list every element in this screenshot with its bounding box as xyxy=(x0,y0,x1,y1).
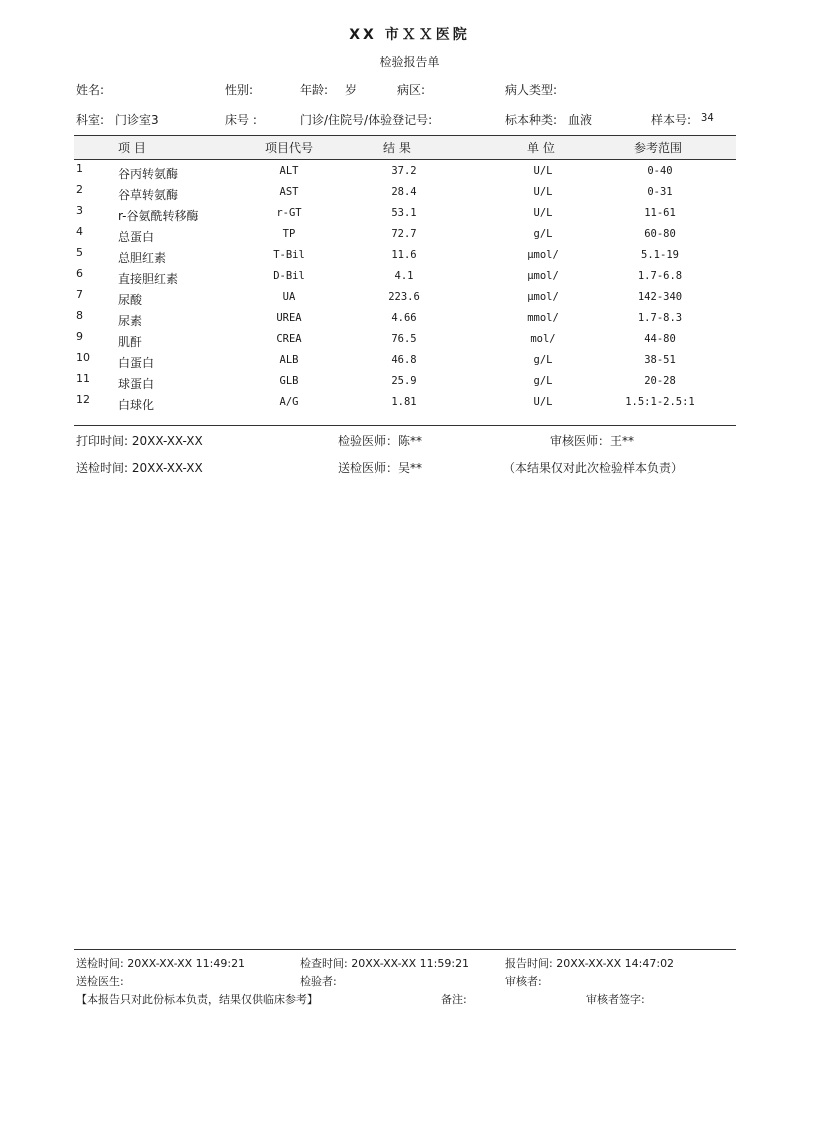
item-name: 直接胆红素 xyxy=(118,272,179,286)
item-result: 72.7 xyxy=(391,228,417,240)
specimen-value: 血液 xyxy=(568,113,593,127)
item-code: AST xyxy=(279,186,299,198)
item-code: UA xyxy=(282,291,296,303)
footer-remarks: 备注: xyxy=(441,993,467,1006)
send-doctor: 送检医师：吴** xyxy=(338,461,423,475)
sample-no-label: 样本号: xyxy=(651,113,692,127)
row-number: 10 xyxy=(76,351,90,364)
item-unit: mol/ xyxy=(530,333,556,345)
row-number: 6 xyxy=(76,267,83,280)
item-reference-range: 1.7-8.3 xyxy=(637,312,683,324)
table-row xyxy=(74,246,736,267)
registration-label: 门诊/住院号/体验登记号: xyxy=(300,113,433,127)
item-name: r-谷氨酰转移酶 xyxy=(118,209,199,223)
row-number: 7 xyxy=(76,288,83,301)
item-reference-range: 1.7-6.8 xyxy=(637,270,683,282)
footer-rule xyxy=(74,949,736,950)
test-doctor: 检验医师：陈** xyxy=(338,434,423,448)
footer-reviewer: 审核者: xyxy=(505,975,542,988)
ward-label: 病区: xyxy=(397,83,426,97)
item-result: 1.81 xyxy=(391,396,417,408)
row-number: 11 xyxy=(76,372,90,385)
footer-send-time: 送检时间: 20XX-XX-XX 11:49:21 xyxy=(76,957,246,970)
item-reference-range: 60-80 xyxy=(644,228,676,240)
table-row xyxy=(74,393,736,414)
row-number: 4 xyxy=(76,225,83,238)
report-title: 检验报告单 xyxy=(379,55,440,69)
item-reference-range: 1.5:1-2.5:1 xyxy=(625,396,695,408)
footer-check-time: 检查时间: 20XX-XX-XX 11:59:21 xyxy=(300,957,470,970)
item-name: 白球化 xyxy=(118,398,155,412)
item-code: ALB xyxy=(279,354,299,366)
result-disclaimer: （本结果仅对此次检验样本负责） xyxy=(503,461,684,475)
item-result: 76.5 xyxy=(391,333,417,345)
header-result: 结 果 xyxy=(383,141,411,155)
item-reference-range: 5.1-19 xyxy=(641,249,679,261)
table-row xyxy=(74,351,736,372)
sample-no-value: 34 xyxy=(701,112,714,124)
footer-reviewer-sign: 审核者签字: xyxy=(586,993,645,1006)
bed-label: 床号 : xyxy=(225,113,257,127)
item-result: 4.66 xyxy=(391,312,417,324)
footer-note: 【本报告只对此份标本负责，结果仅供临床参考】 xyxy=(76,993,318,1006)
review-doctor: 审核医师：王** xyxy=(550,434,635,448)
table-row xyxy=(74,309,736,330)
item-name: 球蛋白 xyxy=(118,377,155,391)
item-code: CREA xyxy=(276,333,302,345)
item-result: 25.9 xyxy=(391,375,417,387)
age-unit: 岁 xyxy=(345,83,358,97)
item-reference-range: 11-61 xyxy=(644,207,676,219)
item-unit: μmol/ xyxy=(527,291,559,303)
table-header-rule xyxy=(74,159,736,160)
item-unit: mmol/ xyxy=(527,312,559,324)
item-name: 尿素 xyxy=(118,314,143,328)
footer-send-doctor: 送检医生: xyxy=(76,975,124,988)
item-name: 谷草转氨酶 xyxy=(118,188,179,202)
row-number: 3 xyxy=(76,204,83,217)
item-unit: U/L xyxy=(533,207,553,219)
header-unit: 单 位 xyxy=(527,141,555,155)
item-code: r-GT xyxy=(276,207,302,219)
item-reference-range: 0-40 xyxy=(647,165,673,177)
item-result: 53.1 xyxy=(391,207,417,219)
footer-report-time: 报告时间: 20XX-XX-XX 14:47:02 xyxy=(505,957,675,970)
table-row xyxy=(74,288,736,309)
sex-label: 性别: xyxy=(225,83,254,97)
item-name: 白蛋白 xyxy=(118,356,155,370)
item-reference-range: 44-80 xyxy=(644,333,676,345)
item-unit: μmol/ xyxy=(527,249,559,261)
item-unit: U/L xyxy=(533,165,553,177)
table-row xyxy=(74,267,736,288)
item-code: D-Bil xyxy=(273,270,305,282)
table-row xyxy=(74,225,736,246)
item-unit: μmol/ xyxy=(527,270,559,282)
item-reference-range: 20-28 xyxy=(644,375,676,387)
patient-type-label: 病人类型: xyxy=(505,83,558,97)
name-label: 姓名: xyxy=(76,83,105,97)
item-reference-range: 38-51 xyxy=(644,354,676,366)
age-label: 年龄: xyxy=(300,83,329,97)
item-name: 谷丙转氨酶 xyxy=(118,167,179,181)
item-code: GLB xyxy=(279,375,299,387)
table-bottom-rule xyxy=(74,425,736,426)
print-time: 打印时间: 20XX-XX-XX xyxy=(76,434,203,448)
item-unit: U/L xyxy=(533,396,553,408)
item-code: ALT xyxy=(279,165,299,177)
item-result: 46.8 xyxy=(391,354,417,366)
table-row xyxy=(74,162,736,183)
header-ref: 参考范围 xyxy=(634,141,683,155)
footer-tester: 检验者: xyxy=(300,975,337,988)
item-reference-range: 142-340 xyxy=(637,291,683,303)
item-unit: g/L xyxy=(533,354,553,366)
item-name: 总蛋白 xyxy=(118,230,155,244)
table-row xyxy=(74,204,736,225)
row-number: 9 xyxy=(76,330,83,343)
item-result: 11.6 xyxy=(391,249,417,261)
item-reference-range: 0-31 xyxy=(647,186,673,198)
item-name: 肌酐 xyxy=(118,335,143,349)
row-number: 8 xyxy=(76,309,83,322)
item-code: TP xyxy=(282,228,296,240)
dept-label: 科室: xyxy=(76,113,105,127)
item-result: 28.4 xyxy=(391,186,417,198)
dept-value: 门诊室3 xyxy=(115,113,159,127)
specimen-label: 标本种类: xyxy=(505,113,558,127)
item-name: 尿酸 xyxy=(118,293,143,307)
item-result: 37.2 xyxy=(391,165,417,177)
item-code: A/G xyxy=(279,396,299,408)
row-number: 2 xyxy=(76,183,83,196)
item-code: T-Bil xyxy=(273,249,305,261)
header-item: 项 目 xyxy=(118,141,146,155)
table-row xyxy=(74,372,736,393)
row-number: 5 xyxy=(76,246,83,259)
table-row xyxy=(74,183,736,204)
send-time: 送检时间: 20XX-XX-XX xyxy=(76,461,203,475)
header-code: 项目代号 xyxy=(265,141,314,155)
item-unit: U/L xyxy=(533,186,553,198)
item-name: 总胆红素 xyxy=(118,251,167,265)
row-number: 12 xyxy=(76,393,90,406)
item-unit: g/L xyxy=(533,228,553,240)
row-number: 1 xyxy=(76,162,83,175)
item-result: 223.6 xyxy=(388,291,420,303)
hospital-title: XX 市ＸＸ医院 xyxy=(349,27,470,43)
item-unit: g/L xyxy=(533,375,553,387)
table-row xyxy=(74,330,736,351)
item-result: 4.1 xyxy=(394,270,414,282)
item-code: UREA xyxy=(276,312,302,324)
